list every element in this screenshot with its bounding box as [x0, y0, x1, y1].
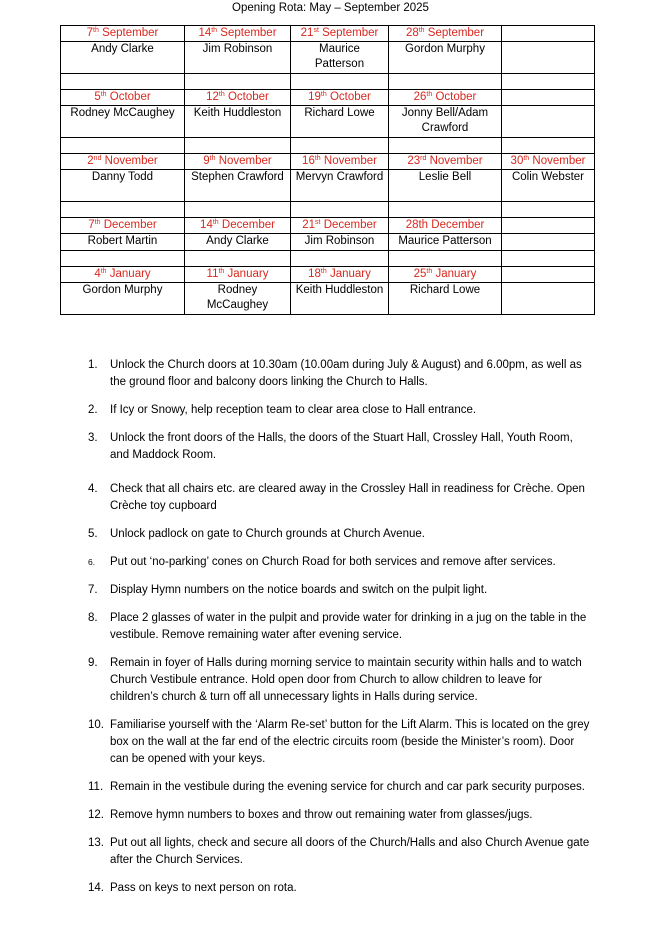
- rota-name-cell: [502, 234, 595, 251]
- duty-text: Place 2 glasses of water in the pulpit and provide water for drinking in a jug on the table in the vestibule. Remove remaining water after evening service.: [110, 612, 587, 641]
- rota-date-cell: [185, 267, 291, 283]
- rota-date-month: January: [109, 268, 151, 280]
- rota-blank-row: [61, 251, 595, 267]
- duty-item: [88, 779, 593, 796]
- rota-date-cell: [502, 26, 595, 42]
- rota-blank-cell: [389, 202, 502, 218]
- duty-text: If Icy or Snowy, help reception team to clear area close to Hall entrance.: [110, 404, 477, 416]
- duty-number: 1.: [88, 359, 98, 371]
- rota-date-cell: [389, 154, 502, 170]
- rota-date-cell: [61, 267, 185, 283]
- rota-date-day: 2: [87, 155, 94, 167]
- rota-date-month: September: [220, 27, 277, 39]
- duty-number: 3.: [88, 432, 98, 444]
- rota-date-suffix: rd: [420, 155, 427, 162]
- duty-item: [88, 402, 593, 419]
- rota-date-suffix: th: [218, 91, 225, 98]
- rota-date-month: December: [323, 219, 377, 231]
- rota-blank-cell: [61, 251, 185, 267]
- duty-text: Display Hymn numbers on the notice boards and switch on the pulpit light.: [110, 584, 488, 596]
- rota-date-suffix: st: [315, 219, 321, 226]
- rota-date-day: 26: [413, 91, 427, 103]
- rota-date-cell: [61, 90, 185, 106]
- rota-name-cell: Leslie Bell: [389, 170, 502, 202]
- duty-text: Unlock padlock on gate to Church grounds at Church Avenue.: [110, 528, 425, 540]
- rota-date-day: 11: [206, 268, 219, 280]
- rota-name-row: [61, 234, 595, 251]
- duty-item: [88, 717, 593, 768]
- rota-date-month: November: [323, 155, 377, 167]
- rota-name-cell: Gordon Murphy: [61, 283, 185, 315]
- rota-date-day: 7: [86, 27, 94, 39]
- duty-item: [88, 880, 593, 897]
- rota-date-month: January: [435, 268, 477, 280]
- rota-date-cell: [185, 218, 291, 234]
- rota-date-month: October: [435, 91, 477, 103]
- rota-name-row: [61, 170, 595, 202]
- rota-name-cell: Stephen Crawford: [185, 170, 291, 202]
- duty-item: [88, 807, 593, 824]
- rota-name-cell: Gordon Murphy: [389, 42, 502, 74]
- duty-text: Remove hymn numbers to boxes and throw out remaining water from glasses/jugs.: [110, 809, 533, 821]
- rota-name-cell: [502, 283, 595, 315]
- rota-date-month: January: [227, 268, 269, 280]
- rota-date-cell: [61, 218, 185, 234]
- rota-date-cell: [291, 267, 389, 283]
- rota-blank-cell: [185, 251, 291, 267]
- rota-date-suffix: th: [100, 91, 107, 98]
- rota-date-row: [61, 154, 595, 170]
- duty-number: 11.: [88, 781, 104, 793]
- duty-item: [88, 582, 593, 599]
- rota-date-day: 14: [200, 219, 213, 231]
- rota-date-month: December: [221, 219, 275, 231]
- rota-date-suffix: th: [218, 268, 225, 275]
- rota-name-cell: Maurice Patterson: [389, 234, 502, 251]
- duty-number: 2.: [88, 404, 98, 416]
- rota-blank-cell: [61, 202, 185, 218]
- rota-date-month: November: [104, 155, 158, 167]
- rota-date-cell: [185, 154, 291, 170]
- duty-number: 10.: [88, 719, 104, 731]
- rota-name-cell: Jim Robinson: [291, 234, 389, 251]
- rota-blank-row: [61, 138, 595, 154]
- rota-name-cell: Richard Lowe: [389, 283, 502, 315]
- rota-date-cell: [61, 154, 185, 170]
- rota-date-day: 14: [198, 27, 212, 39]
- rota-date-day: 21: [300, 27, 314, 39]
- duty-text: Put out ‘no-parking’ cones on Church Road for both services and remove after services.: [110, 556, 556, 568]
- rota-blank-cell: [185, 138, 291, 154]
- rota-date-day: 16: [302, 155, 315, 167]
- rota-date-cell: [389, 26, 502, 42]
- rota-date-cell: [185, 26, 291, 42]
- rota-date-month: January: [329, 268, 371, 280]
- rota-date-suffix: nd: [93, 155, 102, 162]
- rota-date-suffix: th: [426, 91, 433, 98]
- duty-text: Remain in foyer of Halls during morning service to maintain security within halls and to watch Church Vestibule entrance. Hold open door from Church to allow children to leave for children’s church & turn off all unnecessary lights in Halls during service.: [110, 657, 582, 703]
- rota-blank-cell: [389, 251, 502, 267]
- rota-name-cell: Keith Huddleston: [291, 283, 389, 315]
- rota-name-cell: Danny Todd: [61, 170, 185, 202]
- rota-date-cell: [61, 26, 185, 42]
- rota-date-month: October: [227, 91, 269, 103]
- rota-date-suffix: th: [211, 27, 218, 34]
- rota-date-day: 25: [413, 268, 427, 280]
- duty-number: 5.: [88, 528, 98, 540]
- rota-date-suffix: th: [100, 268, 107, 275]
- duty-text: Familiarise yourself with the ‘Alarm Re-set’ button for the Lift Alarm. This is located on the grey box on the wall at the far end of the electric circuits room (beside the Minister’s room). Door can be opened with your keys.: [110, 719, 590, 765]
- rota-date-month: September: [102, 27, 159, 39]
- duty-text: Unlock the front doors of the Halls, the doors of the Stuart Hall, Crossley Hall, Youth Room, and Maddock Room.: [110, 432, 573, 461]
- duty-number: 12.: [88, 809, 104, 821]
- duty-item: [88, 430, 593, 464]
- rota-date-suffix: th: [320, 268, 327, 275]
- duty-text: Pass on keys to next person on rota.: [110, 882, 297, 894]
- rota-date-row: [61, 26, 595, 42]
- rota-date-row: [61, 267, 595, 283]
- rota-name-cell: Keith Huddleston: [185, 106, 291, 138]
- duty-number: 13.: [88, 837, 104, 849]
- rota-date-cell: [502, 90, 595, 106]
- rota-date-month: November: [218, 155, 272, 167]
- rota-date-suffix: st: [313, 27, 319, 34]
- rota-date-day: 19: [308, 91, 321, 103]
- rota-date-suffix: th: [418, 27, 425, 34]
- rota-date-cell: [291, 26, 389, 42]
- rota-name-cell: Rodney McCaughey: [185, 283, 291, 315]
- rota-name-cell: Maurice Patterson: [291, 42, 389, 74]
- rota-name-cell: Andy Clarke: [185, 234, 291, 251]
- rota-blank-cell: [389, 138, 502, 154]
- rota-date-cell: [502, 218, 595, 234]
- rota-date-suffix: th: [523, 155, 530, 162]
- rota-date-day: 30: [510, 155, 524, 167]
- rota-date-row: [61, 218, 595, 234]
- rota-name-cell: Richard Lowe: [291, 106, 389, 138]
- rota-blank-cell: [389, 74, 502, 90]
- rota-blank-cell: [502, 138, 595, 154]
- duty-number: 6.: [88, 557, 96, 567]
- rota-name-cell: Andy Clarke: [61, 42, 185, 74]
- duty-item: [88, 357, 593, 391]
- duty-item: [88, 835, 593, 869]
- duty-number: 14.: [88, 882, 104, 894]
- rota-name-cell: [502, 42, 595, 74]
- rota-date-cell: [389, 218, 502, 234]
- rota-date-day: 12: [206, 91, 219, 103]
- rota-blank-row: [61, 202, 595, 218]
- rota-name-cell: Mervyn Crawford: [291, 170, 389, 202]
- rota-date-suffix: th: [426, 268, 433, 275]
- rota-date-suffix: th: [314, 155, 321, 162]
- rota-date-month: October: [109, 91, 151, 103]
- duty-text: Unlock the Church doors at 10.30am (10.00am during July & August) and 6.00pm, as well as the ground floor and balcony doors linking the Church to Halls.: [110, 359, 582, 388]
- rota-blank-cell: [502, 74, 595, 90]
- rota-name-cell: [502, 106, 595, 138]
- rota-date-month: October: [329, 91, 371, 103]
- rota-blank-cell: [61, 138, 185, 154]
- rota-name-cell: Rodney McCaughey: [61, 106, 185, 138]
- rota-name-cell: Jim Robinson: [185, 42, 291, 74]
- duty-item: [88, 610, 593, 644]
- rota-name-cell: Jonny Bell/Adam Crawford: [389, 106, 502, 138]
- rota-date-day: 7: [88, 219, 95, 231]
- rota-blank-cell: [291, 202, 389, 218]
- rota-name-cell: Colin Webster: [502, 170, 595, 202]
- rota-table: [60, 25, 595, 315]
- rota-blank-row: [61, 74, 595, 90]
- rota-date-cell: [502, 154, 595, 170]
- rota-blank-cell: [291, 74, 389, 90]
- rota-blank-cell: [502, 202, 595, 218]
- duties-list: [88, 357, 593, 897]
- rota-name-cell: Robert Martin: [61, 234, 185, 251]
- rota-date-month: December: [103, 219, 157, 231]
- rota-date-cell: [291, 218, 389, 234]
- rota-blank-cell: [61, 74, 185, 90]
- duty-number: 7.: [88, 584, 98, 596]
- rota-date-suffix: th: [320, 91, 327, 98]
- rota-date-month: November: [429, 155, 483, 167]
- rota-date-day: 9: [203, 155, 210, 167]
- duty-item: [88, 481, 593, 515]
- rota-date-cell: [389, 267, 502, 283]
- rota-blank-cell: [502, 251, 595, 267]
- rota-date-day: 28: [405, 27, 419, 39]
- page-title: Opening Rota: May – September 2025: [232, 2, 429, 14]
- rota-date-cell: [185, 90, 291, 106]
- rota-date-day: 18: [308, 268, 321, 280]
- rota-date-day: 5: [94, 91, 101, 103]
- rota-date-suffix: th: [212, 219, 219, 226]
- rota-blank-cell: [185, 202, 291, 218]
- rota-date-row: [61, 90, 595, 106]
- rota-date-suffix: th: [94, 219, 101, 226]
- duty-item: [88, 655, 593, 706]
- duty-text: Put out all lights, check and secure all doors of the Church/Halls and also Church Avenue gate after the Church Services.: [110, 837, 590, 866]
- rota-name-row: [61, 283, 595, 315]
- duty-item: [88, 554, 593, 571]
- duty-number: 8.: [88, 612, 98, 624]
- rota-name-row: [61, 106, 595, 138]
- rota-blank-cell: [185, 74, 291, 90]
- rota-date-month: September: [322, 27, 379, 39]
- rota-name-row: [61, 42, 595, 74]
- rota-date-day: 28th December: [405, 219, 485, 231]
- duty-item: [88, 526, 593, 543]
- rota-date-day: 21: [302, 219, 316, 231]
- duty-number: 4.: [88, 483, 98, 495]
- rota-date-day: 4: [94, 268, 101, 280]
- rota-date-cell: [291, 154, 389, 170]
- rota-date-month: September: [427, 27, 485, 39]
- rota-date-cell: [389, 90, 502, 106]
- duty-text: Check that all chairs etc. are cleared away in the Crossley Hall in readiness for Crèche. Open Crèche toy cupboard: [110, 483, 585, 512]
- rota-date-suffix: th: [93, 27, 99, 34]
- rota-date-cell: [291, 90, 389, 106]
- rota-blank-cell: [291, 138, 389, 154]
- rota-blank-cell: [291, 251, 389, 267]
- rota-date-day: 23: [407, 155, 421, 167]
- rota-date-suffix: th: [209, 155, 216, 162]
- rota-date-month: November: [532, 155, 586, 167]
- duty-text: Remain in the vestibule during the evening service for church and car park security purposes.: [110, 781, 585, 793]
- rota-date-cell: [502, 267, 595, 283]
- duty-number: 9.: [88, 657, 98, 669]
